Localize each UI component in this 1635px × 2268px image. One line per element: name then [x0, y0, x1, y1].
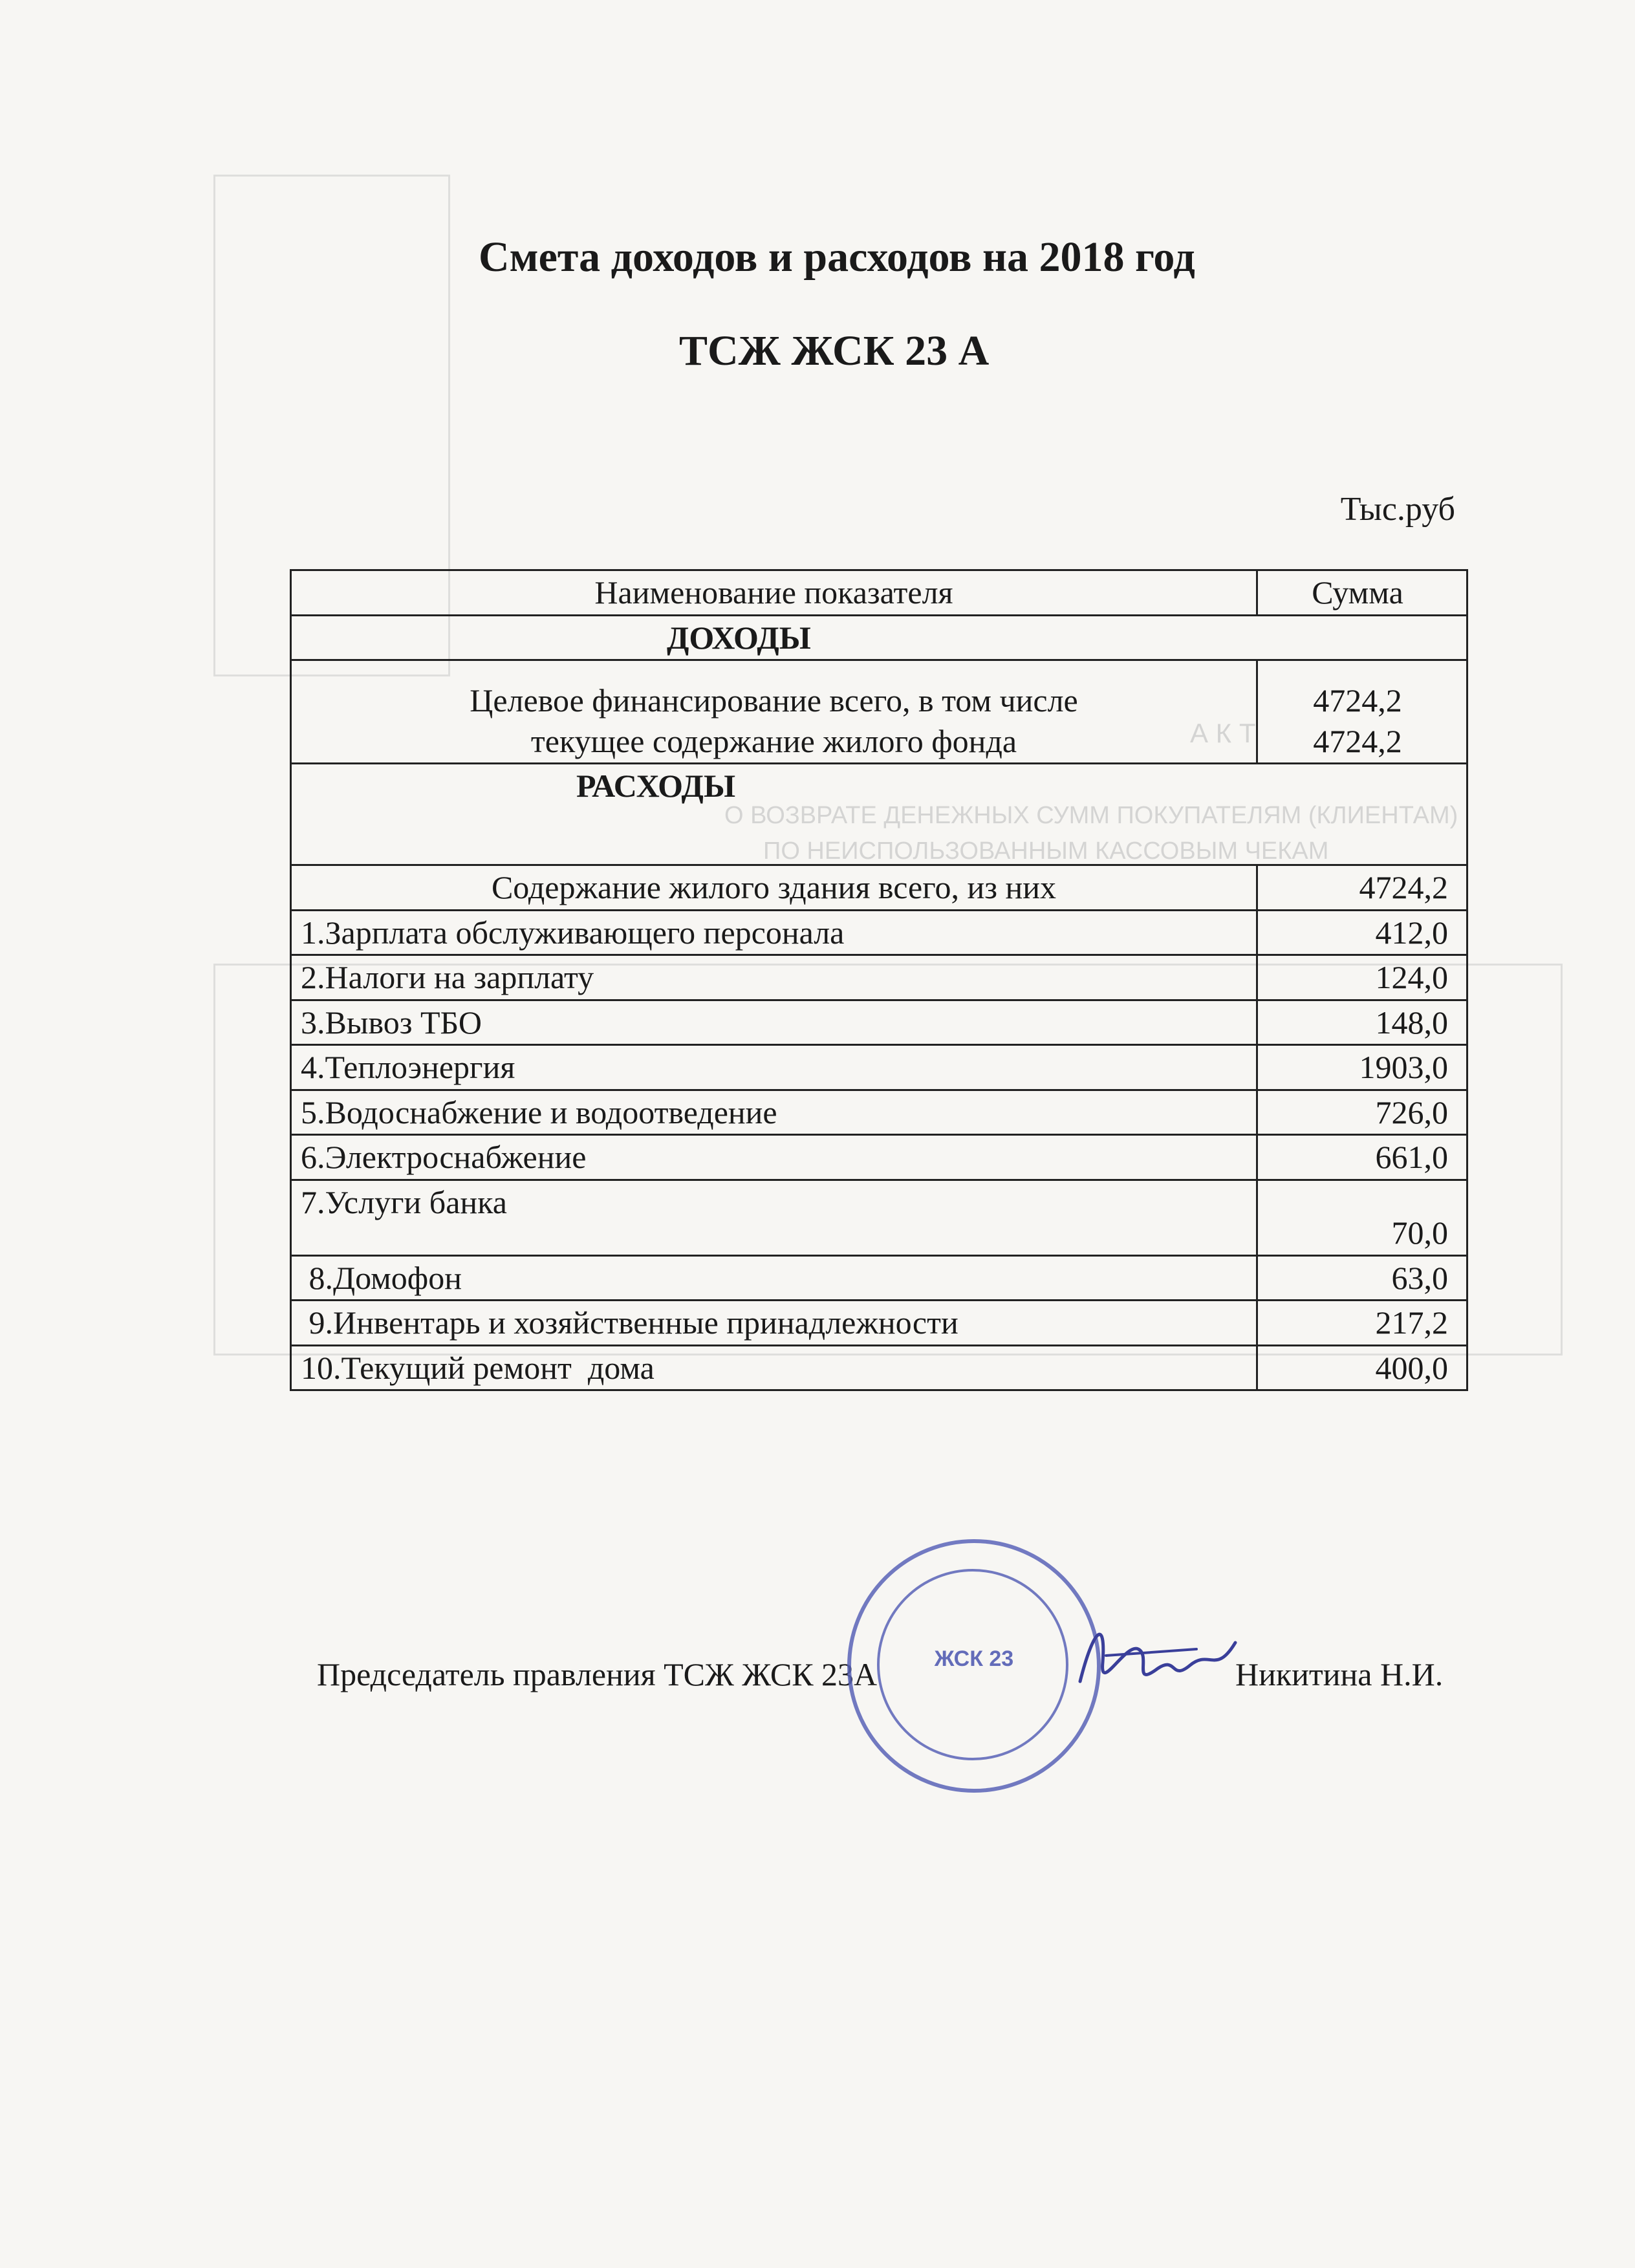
units-label: Тыс.руб [1340, 491, 1455, 528]
organization-name: ТСЖ ЖСК 23 А [679, 327, 990, 374]
expense-amount: 124,0 [1257, 955, 1467, 1000]
expense-row [291, 910, 1467, 955]
income-amount-0: 4724,2 [1313, 682, 1402, 718]
bleed-through-line1: О ВОЗВРАТЕ ДЕНЕЖНЫХ СУММ ПОКУПАТЕЛЯМ (КЛИЕНТАМ) [724, 802, 1458, 829]
expense-amount: 726,0 [1257, 1090, 1467, 1135]
expense-amount: 661,0 [1257, 1135, 1467, 1180]
expense-label: 4.Теплоэнергия [291, 1045, 1257, 1090]
expense-row [291, 1255, 1467, 1301]
stamp-text: ЖСК 23 [934, 1647, 1014, 1671]
header-name: Наименование показателя [291, 570, 1257, 616]
expense-amount: 63,0 [1257, 1255, 1467, 1301]
bleed-through-line2: ПО НЕИСПОЛЬЗОВАННЫМ КАССОВЫМ ЧЕКАМ [763, 837, 1329, 865]
expense-label: 8.Домофон [291, 1255, 1257, 1301]
signature-image [1067, 1604, 1248, 1714]
income-section-title: ДОХОДЫ [291, 615, 1467, 660]
expense-row [291, 1135, 1467, 1180]
expense-amount: 412,0 [1257, 910, 1467, 955]
expense-label: 10.Текущий ремонт дома [291, 1345, 1257, 1390]
expense-amount: 1903,0 [1257, 1045, 1467, 1090]
income-cell [291, 660, 1257, 764]
expense-label: 6.Электроснабжение [291, 1135, 1257, 1180]
expense-label: 3.Вывоз ТБО [291, 1000, 1257, 1045]
expense-amount: 148,0 [1257, 1000, 1467, 1045]
bleed-through-act: А К Т [1190, 718, 1256, 748]
expense-label: 9.Инвентарь и хозяйственные принадлежности [291, 1301, 1257, 1346]
income-label-1: текущее содержание жилого фонда [530, 722, 1017, 759]
expense-label: 7.Услуги банка [291, 1180, 1257, 1255]
header-amount: Сумма [1257, 570, 1467, 616]
expense-row [291, 1180, 1467, 1255]
expense-total-amount: 4724,2 [1257, 865, 1467, 911]
expense-section-row [291, 764, 1467, 865]
expense-amount: 217,2 [1257, 1301, 1467, 1346]
expense-total-label: Содержание жилого здания всего, из них [291, 865, 1257, 911]
income-amount-1: 4724,2 [1313, 722, 1402, 759]
expense-amount: 70,0 [1257, 1180, 1467, 1255]
table-header-row [291, 570, 1467, 616]
expense-amount: 400,0 [1257, 1345, 1467, 1390]
income-row [291, 660, 1467, 764]
signatory-position: Председатель правления ТСЖ ЖСК 23А [317, 1656, 878, 1692]
expense-row [291, 1301, 1467, 1346]
income-section-row [291, 615, 1467, 660]
expense-row [291, 1000, 1467, 1045]
expense-row [291, 1090, 1467, 1135]
official-stamp [847, 1539, 1101, 1793]
expense-row [291, 1045, 1467, 1090]
budget-table [290, 569, 1468, 1391]
expense-section-title: РАСХОДЫ [291, 764, 1467, 865]
document-title: Смета доходов и расходов на 2018 год [479, 233, 1195, 281]
expense-row [291, 955, 1467, 1000]
income-amount-cell [1257, 660, 1467, 764]
expense-label: 2.Налоги на зарплату [291, 955, 1257, 1000]
signatory-name: Никитина Н.И. [1235, 1656, 1444, 1692]
expense-label: 1.Зарплата обслуживающего персонала [291, 910, 1257, 955]
expense-total-row [291, 865, 1467, 911]
income-label-0: Целевое финансирование всего, в том числе [470, 682, 1078, 718]
expense-label: 5.Водоснабжение и водоотведение [291, 1090, 1257, 1135]
expense-row [291, 1345, 1467, 1390]
